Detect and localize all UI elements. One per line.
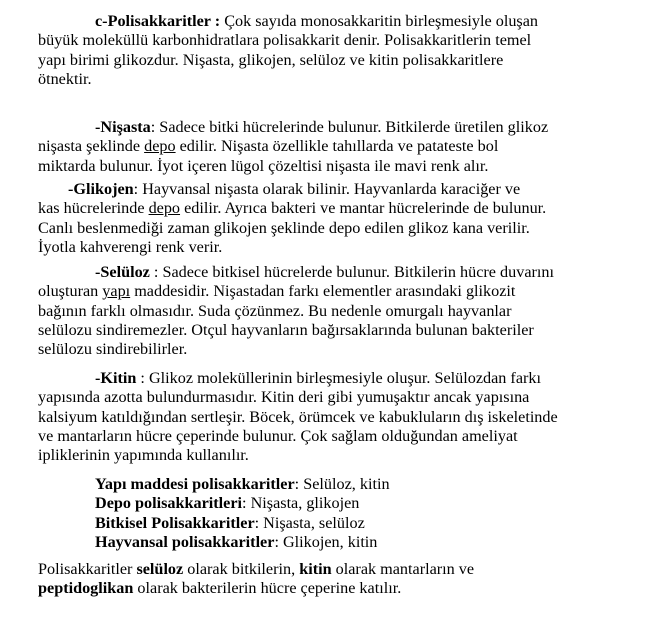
underlined-term: depo — [144, 137, 176, 156]
line: c-Polisakkaritler : Çok sayıda monosakkaritin birleşmesiyle oluşan — [95, 12, 538, 30]
closing-paragraph — [38, 560, 648, 599]
line: -Selüloz : Sadece bitkisel hücrelerde bulunur. Bitkilerin hücre duvarını — [95, 263, 554, 281]
line: -Nişasta: Sadece bitki hücrelerinde bulunur. Bitkilerde üretilen glikoz — [95, 118, 549, 136]
line: ve mantarların hücre çeperinde bulunur. Çok sağlam olduğundan ameliyat — [38, 426, 518, 445]
line: ipliklerinin yapımında kullanılır. — [38, 446, 249, 465]
section-seluloz — [38, 263, 648, 359]
summary-list — [38, 475, 648, 552]
line: yapısında azotta bulundurmasıdır. Kitin deri gibi yumuşaktır ancak yapısına — [38, 388, 530, 407]
line: oluşturan yapı maddesidir. Nişastadan farkı elementler arasındaki glikozit — [38, 282, 516, 301]
line: miktarda bulunur. İyot içeren lügol çözeltisi nişasta ile mavi renk alır. — [38, 156, 489, 175]
section-kitin — [38, 369, 648, 465]
section-glikojen — [38, 180, 648, 257]
line: -Kitin : Glikoz moleküllerinin birleşmesiyle oluşur. Selülozdan farkı — [95, 369, 541, 387]
summary-line: Hayvansal polisakkaritler: Glikojen, kitin — [95, 532, 378, 551]
summary-line: Bitkisel Polisakkaritler: Nişasta, selüloz — [95, 513, 365, 532]
line: Canlı beslenmediği zaman glikojen şeklinde depo edilen glikoz kana verilir. — [38, 218, 530, 237]
line: kas hücrelerinde depo edilir. Ayrıca bakteri ve mantar hücrelerinde de bulunur. — [38, 199, 547, 218]
summary-line: Depo polisakkaritleri: Nişasta, glikojen — [95, 494, 360, 513]
line: İyotla kahverengi renk verir. — [38, 237, 223, 256]
section-heading: -Kitin — [95, 369, 137, 387]
section-heading: -Nişasta — [95, 118, 151, 136]
line: ötnektir. — [38, 69, 92, 88]
section-polisakkaritler — [38, 12, 648, 89]
line: selülozu sindirebilirler. — [38, 340, 188, 359]
section-heading: -Glikojen — [68, 180, 134, 198]
line: yapı birimi glikozdur. Nişasta, glikojen, selüloz ve kitin polisakkaritlere — [38, 50, 504, 69]
underlined-term: depo — [148, 199, 181, 218]
section-heading: -Selüloz — [95, 263, 150, 281]
line: bağının farklı olmasıdır. Suda çözünmez. Bu nedenle omurgalı hayvanlar — [38, 301, 512, 320]
line: peptidoglikan olarak bakterilerin hücre çeperine katılır. — [38, 579, 402, 598]
line: kalsiyum katıldığından sertleşir. Böcek, örümcek ve kabukluların dış iskeletinde — [38, 407, 558, 426]
line: -Glikojen: Hayvansal nişasta olarak bilinir. Hayvanlarda karaciğer ve — [68, 180, 521, 198]
line: Polisakkaritler selüloz olarak bitkilerin, kitin olarak mantarların ve — [38, 560, 475, 578]
line: nişasta şeklinde depo edilir. Nişasta özellikle tahıllarda ve patateste bol — [38, 137, 499, 156]
line: selülozu sindiremezler. Otçul hayvanların bağırsaklarında bulunan bakteriler — [38, 320, 534, 339]
summary-line: Yapı maddesi polisakkaritler: Selüloz, kitin — [95, 475, 390, 493]
section-heading: c-Polisakkaritler : — [95, 12, 221, 30]
underlined-term: yapı — [102, 282, 131, 301]
line: büyük moleküllü karbonhidratlara polisakkarit denir. Polisakkaritlerin temel — [38, 31, 532, 50]
section-nisasta — [38, 118, 648, 176]
